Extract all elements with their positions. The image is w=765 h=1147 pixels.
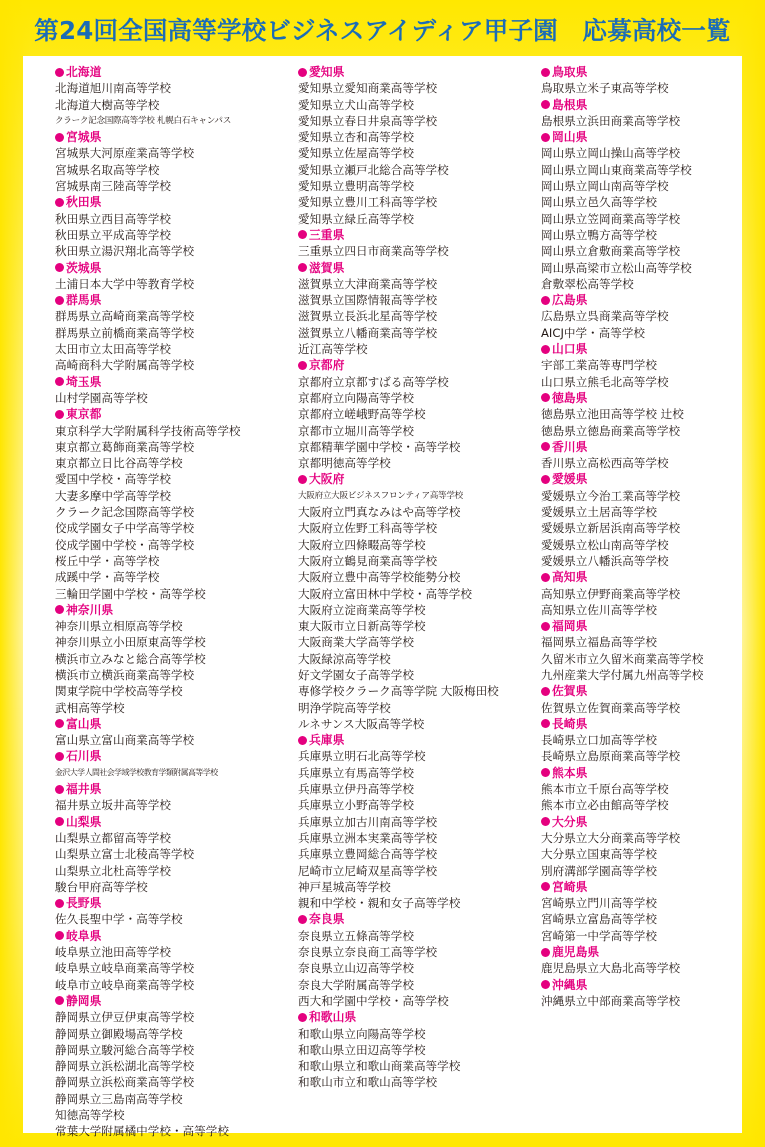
bullet-dot-icon <box>541 296 550 305</box>
prefecture-label: 和歌山県 <box>309 1010 357 1025</box>
prefecture-label: 愛媛県 <box>552 472 588 487</box>
school-list-item: 静岡県立伊豆伊東高等学校 <box>55 1010 195 1025</box>
prefecture-label: 福岡県 <box>552 619 588 634</box>
school-list-item: 桜丘中学・高等学校 <box>55 553 160 568</box>
school-list-item: 山村学園高等学校 <box>55 390 148 405</box>
bullet-dot-icon <box>541 948 550 957</box>
prefecture-label: 高知県 <box>552 570 588 585</box>
prefecture-label: 岐阜県 <box>66 928 102 943</box>
prefecture-label: 熊本県 <box>552 765 588 780</box>
school-list-item: 愛知県立春日井泉高等学校 <box>298 113 438 128</box>
school-list-item: 西大和学園中学校・高等学校 <box>298 993 449 1008</box>
school-list-item: 熊本市立千原台高等学校 <box>541 782 669 797</box>
school-list-item: 兵庫県立有馬高等学校 <box>298 765 414 780</box>
bullet-dot-icon <box>55 198 64 207</box>
prefecture-label: 京都府 <box>309 358 345 373</box>
school-list-item: 滋賀県立国際情報高等学校 <box>298 293 438 308</box>
prefecture-label: 神奈川県 <box>66 602 114 617</box>
school-list-item: 神戸星城高等学校 <box>298 879 391 894</box>
prefecture-heading <box>541 129 741 145</box>
school-list-item: 愛媛県立土居高等学校 <box>541 505 657 520</box>
prefecture-label: 鳥取県 <box>552 65 588 79</box>
school-list-item: 大阪緑涼高等学校 <box>298 651 391 666</box>
bullet-dot-icon <box>55 263 64 272</box>
bullet-dot-icon <box>55 133 64 142</box>
column-3 <box>541 64 741 1009</box>
prefecture-label: 富山県 <box>66 716 102 731</box>
school-list-item: 京都精華学園中学校・高等学校 <box>298 439 461 454</box>
school-list-item: 大阪府立富田林中学校・高等学校 <box>298 586 472 601</box>
bullet-dot-icon <box>55 605 64 614</box>
school-list-item: 尼崎市立尼崎双星高等学校 <box>298 863 438 878</box>
school-list-item: 静岡県立浜松湖北高等学校 <box>55 1059 195 1074</box>
school-list-item: 横浜市立みなと総合高等学校 <box>55 651 206 666</box>
prefecture-heading <box>541 471 741 487</box>
school-list-item: 大阪府立門真なみはや高等学校 <box>298 505 461 520</box>
school-list-item: 岡山県立岡山南高等学校 <box>541 179 669 194</box>
bullet-dot-icon <box>298 915 307 924</box>
bullet-dot-icon <box>55 996 64 1005</box>
school-list-item: 愛知県立豊川工科高等学校 <box>298 195 438 210</box>
prefecture-label: 長崎県 <box>552 716 588 731</box>
school-list-item: 香川県立高松西高等学校 <box>541 456 669 471</box>
school-list-item: 富山県立富山商業高等学校 <box>55 733 195 748</box>
prefecture-label: 東京都 <box>66 407 102 422</box>
prefecture-label: 島根県 <box>552 97 588 112</box>
school-list-item: 兵庫県立明石北高等学校 <box>298 749 426 764</box>
bullet-dot-icon <box>541 475 550 484</box>
school-list-item: 大阪府立鶴見商業高等学校 <box>298 553 438 568</box>
prefecture-heading <box>541 944 741 960</box>
prefecture-heading <box>55 781 285 797</box>
school-list-item: 宮崎第一中学高等学校 <box>541 928 657 943</box>
school-list-item: 岡山県立岡山東商業高等学校 <box>541 162 692 177</box>
school-list-item: 東京都立日比谷高等学校 <box>55 456 183 471</box>
school-list-item: クラーク記念国際高等学校 札幌白石キャンパス <box>55 115 231 126</box>
school-list-item: クラーク記念国際高等学校 <box>55 505 195 520</box>
school-list-item: 和歌山県立田辺高等学校 <box>298 1042 426 1057</box>
school-list-item: 和歌山県立和歌山商業高等学校 <box>298 1059 461 1074</box>
prefecture-heading <box>55 406 285 422</box>
school-list-item: 東大阪市立日新高等学校 <box>298 619 426 634</box>
school-list-item: 兵庫県立加古川南高等学校 <box>298 814 438 829</box>
school-list-item: 奈良大学附属高等学校 <box>298 977 414 992</box>
bullet-dot-icon <box>298 475 307 484</box>
school-list-item: 東京都立葛飾商業高等学校 <box>55 439 195 454</box>
school-list-item: 宮崎県立富島高等学校 <box>541 912 657 927</box>
bullet-dot-icon <box>541 100 550 109</box>
school-list-item: 三輪田学園中学校・高等学校 <box>55 586 206 601</box>
school-list-item: 愛媛県立新居浜南高等学校 <box>541 521 681 536</box>
school-list-item: 静岡県立三島南高等学校 <box>55 1091 183 1106</box>
school-list-item: 横浜市立横浜商業高等学校 <box>55 667 195 682</box>
bullet-dot-icon <box>55 410 64 419</box>
prefecture-heading <box>55 129 285 145</box>
school-list-item: 大阪府立淀商業高等学校 <box>298 602 426 617</box>
prefecture-heading <box>298 732 538 748</box>
school-list-item: 長崎県立島原商業高等学校 <box>541 749 681 764</box>
prefecture-label: 鹿児島県 <box>552 945 600 960</box>
school-list-item: 北海道大樹高等学校 <box>55 97 160 112</box>
prefecture-heading <box>541 341 741 357</box>
school-list-item: 愛国中学校・高等学校 <box>55 472 171 487</box>
school-list-item: 鳥取県立米子東高等学校 <box>541 81 669 96</box>
school-list-item: 京都明徳高等学校 <box>298 456 391 471</box>
prefecture-heading <box>298 260 538 276</box>
school-list-item: 岡山県立岡山操山高等学校 <box>541 146 681 161</box>
prefecture-heading <box>298 911 538 927</box>
school-list-item: 徳島県立池田高等学校 辻校 <box>541 407 684 422</box>
prefecture-label: 兵庫県 <box>309 733 345 748</box>
bullet-dot-icon <box>298 68 307 77</box>
prefecture-heading <box>541 716 741 732</box>
school-list-item: 熊本市立必由館高等学校 <box>541 798 669 813</box>
bullet-dot-icon <box>541 768 550 777</box>
school-list-item: 秋田県立西目高等学校 <box>55 211 171 226</box>
school-list-item: 和歌山県立向陽高等学校 <box>298 1026 426 1041</box>
prefecture-heading <box>55 895 285 911</box>
school-list-item: 徳島県立徳島商業高等学校 <box>541 423 681 438</box>
school-list-item: 大妻多摩中学高等学校 <box>55 488 171 503</box>
column-1 <box>55 64 285 1140</box>
school-list-item: 知徳高等学校 <box>55 1108 125 1122</box>
prefecture-label: 宮城県 <box>66 130 102 145</box>
school-list-item: 大阪府立大阪ビジネスフロンティア高等学校 <box>298 490 463 501</box>
school-list-item: 島根県立浜田商業高等学校 <box>541 113 681 128</box>
prefecture-heading <box>541 569 741 585</box>
school-list-item: 高知県立伊野商業高等学校 <box>541 586 681 601</box>
school-list-item: 愛知県立杏和高等学校 <box>298 130 414 145</box>
school-list-item: 大阪府立四條畷高等学校 <box>298 537 426 552</box>
school-list-item: 長崎県立口加高等学校 <box>541 733 657 748</box>
school-list-item: 山梨県立富士北稜高等学校 <box>55 847 195 862</box>
bullet-dot-icon <box>541 68 550 77</box>
prefecture-label: 宮崎県 <box>552 879 588 894</box>
bullet-dot-icon <box>298 1013 307 1022</box>
bullet-dot-icon <box>541 345 550 354</box>
bullet-dot-icon <box>55 752 64 761</box>
school-list-item: ルネサンス大阪高等学校 <box>298 716 425 731</box>
bullet-dot-icon <box>55 785 64 794</box>
school-list-item: 明浄学院高等学校 <box>298 700 391 715</box>
school-list-item: 愛媛県立松山南高等学校 <box>541 537 669 552</box>
prefecture-label: 北海道 <box>66 65 102 79</box>
school-list-item: 沖縄県立中部商業高等学校 <box>541 993 681 1008</box>
school-list-item: 佼成学園中学校・高等学校 <box>55 537 195 552</box>
prefecture-heading <box>541 390 741 406</box>
bullet-dot-icon <box>55 377 64 386</box>
prefecture-label: 石川県 <box>66 749 102 764</box>
school-list-item: 久留米市立久留米商業高等学校 <box>541 651 704 666</box>
school-list-item: 静岡県立御殿場高等学校 <box>55 1026 183 1041</box>
prefecture-label: 大分県 <box>552 814 588 829</box>
prefecture-heading <box>55 374 285 390</box>
prefecture-heading <box>541 292 741 308</box>
school-list-item: 秋田県立湯沢翔北高等学校 <box>55 244 195 259</box>
school-list-item: 奈良県立五條高等学校 <box>298 928 414 943</box>
school-list-item: 静岡県立浜松商業高等学校 <box>55 1075 195 1090</box>
school-list-item: 三重県立四日市商業高等学校 <box>298 244 449 259</box>
bullet-dot-icon <box>55 817 64 826</box>
school-list-item: 兵庫県立豊岡総合高等学校 <box>298 847 438 862</box>
prefecture-label: 徳島県 <box>552 390 588 405</box>
school-list-item: 岡山県高梁市立松山高等学校 <box>541 260 692 275</box>
school-list-item: 北海道旭川南高等学校 <box>55 81 171 96</box>
prefecture-label: 沖縄県 <box>552 977 588 992</box>
bullet-dot-icon <box>298 230 307 239</box>
prefecture-heading <box>55 814 285 830</box>
school-list-item: 京都府立向陽高等学校 <box>298 390 414 405</box>
prefecture-heading <box>541 977 741 993</box>
bullet-dot-icon <box>541 622 550 631</box>
school-list-item: 岡山県立笠岡商業高等学校 <box>541 211 681 226</box>
school-list-item: 佐久長聖中学・高等学校 <box>55 912 183 927</box>
prefecture-heading <box>541 439 741 455</box>
prefecture-label: 愛知県 <box>309 65 345 79</box>
school-list-item: 高知県立佐川高等学校 <box>541 602 657 617</box>
bullet-dot-icon <box>541 442 550 451</box>
school-list-item: 常葉大学附属橘中学校・高等学校 <box>55 1124 229 1139</box>
prefecture-label: 埼玉県 <box>66 374 102 389</box>
school-list-panel <box>23 56 742 1139</box>
prefecture-label: 静岡県 <box>66 993 102 1008</box>
school-list-item: 宮崎県立門川高等学校 <box>541 896 657 911</box>
school-list-item: 親和中学校・親和女子高等学校 <box>298 896 461 911</box>
prefecture-heading <box>541 879 741 895</box>
school-list-item: 岐阜市立岐阜商業高等学校 <box>55 977 195 992</box>
school-list-item: 大阪商業大学高等学校 <box>298 635 414 650</box>
school-list-item: 岡山県立邑久高等学校 <box>541 195 657 210</box>
bullet-dot-icon <box>55 719 64 728</box>
school-list-item: AICJ中学・高等学校 <box>541 325 646 340</box>
school-list-item: 兵庫県立洲本実業高等学校 <box>298 830 438 845</box>
school-list-item: 岡山県立鴨方高等学校 <box>541 227 657 242</box>
prefecture-heading <box>55 748 285 764</box>
bullet-dot-icon <box>541 980 550 989</box>
prefecture-label: 奈良県 <box>309 912 345 927</box>
bullet-dot-icon <box>55 296 64 305</box>
school-list-item: 秋田県立平成高等学校 <box>55 227 171 242</box>
school-list-item: 宇部工業高等専門学校 <box>541 358 657 373</box>
school-list-item: 滋賀県立八幡商業高等学校 <box>298 325 438 340</box>
prefecture-heading <box>541 683 741 699</box>
prefecture-label: 岡山県 <box>552 130 588 145</box>
bullet-dot-icon <box>541 719 550 728</box>
prefecture-label: 秋田県 <box>66 195 102 210</box>
prefecture-heading <box>55 716 285 732</box>
prefecture-heading <box>55 292 285 308</box>
school-list-item: 鹿児島県立大島北高等学校 <box>541 961 681 976</box>
school-list-item: 岐阜県立池田高等学校 <box>55 945 171 960</box>
prefecture-heading <box>298 227 538 243</box>
prefecture-heading <box>55 194 285 210</box>
school-list-item: 大阪府立豊中高等学校能勢分校 <box>298 570 461 585</box>
school-list-item: 好文学園女子高等学校 <box>298 667 414 682</box>
bullet-dot-icon <box>541 573 550 582</box>
school-list-item: 愛知県立愛知商業高等学校 <box>298 81 438 96</box>
prefecture-heading <box>55 260 285 276</box>
bullet-dot-icon <box>298 263 307 272</box>
prefecture-heading <box>55 993 285 1009</box>
school-list-item: 近江高等学校 <box>298 342 368 357</box>
school-list-item: 岡山県立倉敷商業高等学校 <box>541 244 681 259</box>
school-list-item: 奈良県立奈良商工高等学校 <box>298 945 438 960</box>
prefecture-heading <box>541 97 741 113</box>
school-list-item: 大分県立国東高等学校 <box>541 847 657 862</box>
school-list-item: 京都府立嵯峨野高等学校 <box>298 407 426 422</box>
bullet-dot-icon <box>541 133 550 142</box>
school-list-item: 岐阜県立岐阜商業高等学校 <box>55 961 195 976</box>
page-title: 第24回全国高等学校ビジネスアイディア甲子園 応募高校一覧 <box>34 16 731 45</box>
prefecture-heading <box>298 1009 538 1025</box>
bullet-dot-icon <box>55 899 64 908</box>
school-list-item: 宮城県大河原産業高等学校 <box>55 146 195 161</box>
prefecture-label: 山梨県 <box>66 814 102 829</box>
school-list-item: 太田市立太田高等学校 <box>55 342 171 357</box>
school-list-item: 別府溝部学園高等学校 <box>541 863 657 878</box>
school-list-item: 京都市立堀川高等学校 <box>298 423 414 438</box>
school-list-item: 土浦日本大学中等教育学校 <box>55 276 195 291</box>
school-list-item: 武相高等学校 <box>55 700 125 715</box>
school-list-item: 福井県立坂井高等学校 <box>55 798 171 813</box>
school-list-item: 滋賀県立大津商業高等学校 <box>298 276 438 291</box>
prefecture-label: 佐賀県 <box>552 684 588 699</box>
school-list-item: 愛知県立緑丘高等学校 <box>298 211 414 226</box>
bullet-dot-icon <box>55 68 64 77</box>
school-list-item: 愛知県立佐屋高等学校 <box>298 146 414 161</box>
school-list-item: 九州産業大学付属九州高等学校 <box>541 667 704 682</box>
prefecture-heading <box>55 602 285 618</box>
bullet-dot-icon <box>298 736 307 745</box>
prefecture-heading <box>55 928 285 944</box>
school-list-item: 宮城県名取高等学校 <box>55 162 160 177</box>
school-list-item: 和歌山市立和歌山高等学校 <box>298 1075 438 1090</box>
prefecture-label: 山口県 <box>552 342 588 357</box>
school-list-item: 愛媛県立八幡浜高等学校 <box>541 553 669 568</box>
bullet-dot-icon <box>55 931 64 940</box>
bullet-dot-icon <box>541 687 550 696</box>
school-list-item: 愛知県立瀬戸北総合高等学校 <box>298 162 449 177</box>
prefecture-label: 茨城県 <box>66 260 102 275</box>
prefecture-label: 群馬県 <box>66 293 102 308</box>
school-list-item: 福岡県立福島高等学校 <box>541 635 657 650</box>
school-list-item: 広島県立呉商業高等学校 <box>541 309 669 324</box>
bullet-dot-icon <box>541 882 550 891</box>
prefecture-heading <box>298 64 538 80</box>
school-list-item: 群馬県立前橋商業高等学校 <box>55 325 195 340</box>
prefecture-label: 長野県 <box>66 896 102 911</box>
prefecture-heading <box>541 618 741 634</box>
school-list-item: 佐賀県立佐賀商業高等学校 <box>541 700 681 715</box>
school-list-item: 山口県立熊毛北高等学校 <box>541 374 669 389</box>
column-2 <box>298 64 538 1091</box>
school-list-item: 駿台甲府高等学校 <box>55 879 148 894</box>
prefecture-label: 滋賀県 <box>309 260 345 275</box>
prefecture-heading <box>541 765 741 781</box>
prefecture-heading <box>541 64 741 80</box>
prefecture-label: 大阪府 <box>309 472 345 487</box>
school-list-item: 奈良県立山辺高等学校 <box>298 961 414 976</box>
school-list-item: 大分県立大分商業高等学校 <box>541 830 681 845</box>
school-list-item: 京都府立京都すばる高等学校 <box>298 374 449 389</box>
school-list-item: 山梨県立北杜高等学校 <box>55 863 171 878</box>
school-list-item: 金沢大学人間社会学域学校教育学類附属高等学校 <box>55 767 218 777</box>
bullet-dot-icon <box>541 817 550 826</box>
school-list-item: 関東学院中学校高等学校 <box>55 684 183 699</box>
school-list-item: 神奈川県立相原高等学校 <box>55 619 183 634</box>
school-list-item: 宮城県南三陸高等学校 <box>55 179 171 194</box>
school-list-item: 愛知県立豊明高等学校 <box>298 179 414 194</box>
prefecture-heading <box>298 357 538 373</box>
school-list-item: 群馬県立高崎商業高等学校 <box>55 309 195 324</box>
prefecture-label: 三重県 <box>309 227 345 242</box>
prefecture-heading <box>541 814 741 830</box>
school-list-item: 神奈川県立小田原東高等学校 <box>55 635 206 650</box>
prefecture-label: 香川県 <box>552 439 588 454</box>
school-list-item: 倉敷翠松高等学校 <box>541 276 634 291</box>
school-list-item: 滋賀県立長浜北星高等学校 <box>298 309 438 324</box>
school-list-item: 愛知県立犬山高等学校 <box>298 97 414 112</box>
prefecture-heading <box>298 471 538 487</box>
bullet-dot-icon <box>541 393 550 402</box>
school-list-item: 大阪府立佐野工科高等学校 <box>298 521 438 536</box>
school-list-item: 兵庫県立伊丹高等学校 <box>298 782 414 797</box>
school-list-item: 成蹊中学・高等学校 <box>55 570 160 585</box>
prefecture-heading <box>55 64 285 80</box>
school-list-item: 東京科学大学附属科学技術高等学校 <box>55 423 241 438</box>
school-list-item: 静岡県立駿河総合高等学校 <box>55 1042 195 1057</box>
school-list-item: 山梨県立都留高等学校 <box>55 830 171 845</box>
school-list-item: 専修学校クラーク高等学院 大阪梅田校 <box>298 684 499 699</box>
school-list-item: 佼成学園女子中学高等学校 <box>55 521 195 536</box>
bullet-dot-icon <box>298 361 307 370</box>
school-list-item: 高崎商科大学附属高等学校 <box>55 358 195 373</box>
prefecture-label: 広島県 <box>552 293 588 308</box>
school-list-item: 兵庫県立小野高等学校 <box>298 798 414 813</box>
school-list-item: 愛媛県立今治工業高等学校 <box>541 488 681 503</box>
prefecture-label: 福井県 <box>66 782 102 797</box>
